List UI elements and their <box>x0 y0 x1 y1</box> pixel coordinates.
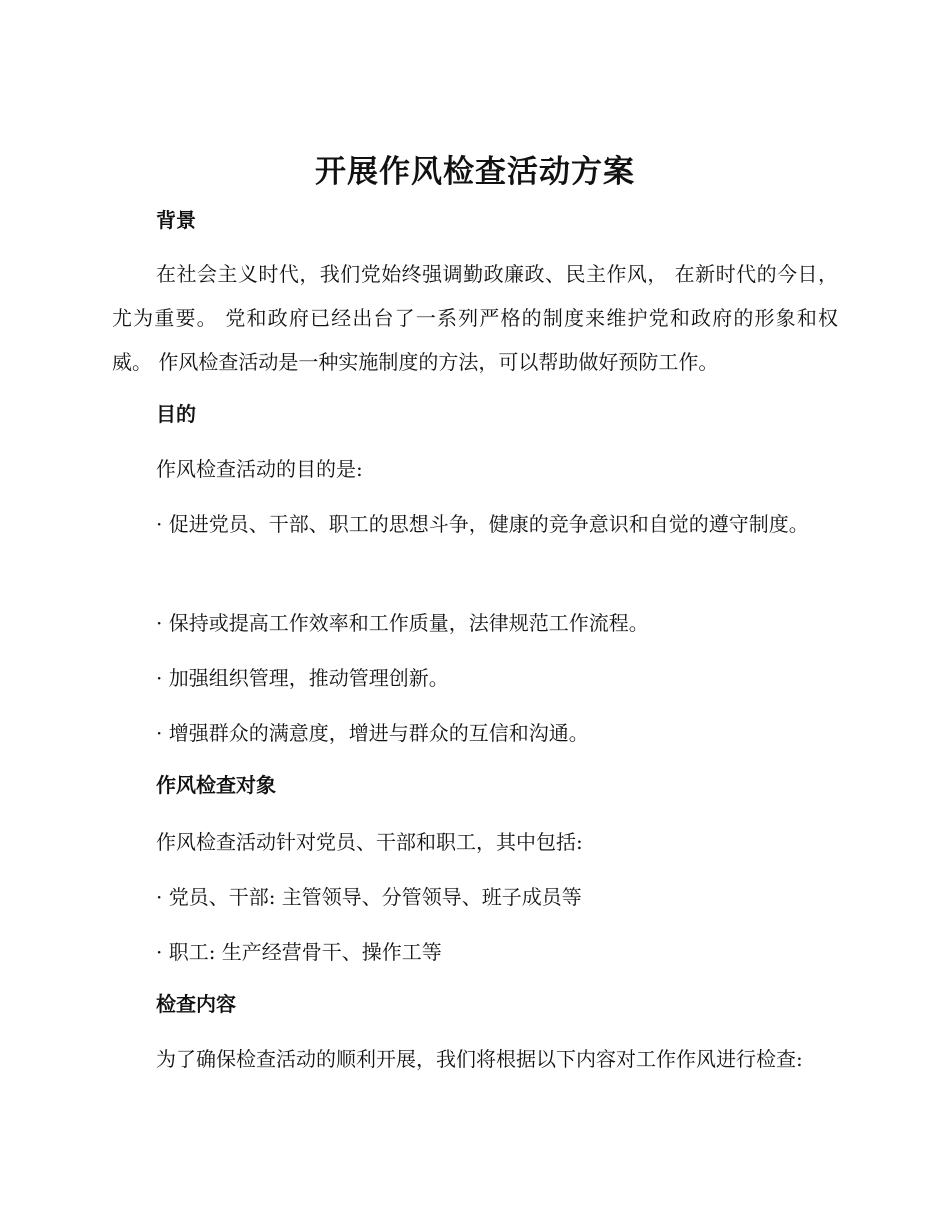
purpose-item-4: · 增强群众的满意度，增进与群众的互信和沟通。 <box>156 721 589 745</box>
content-paragraph: 为了确保检查活动的顺利开展，我们将根据以下内容对工作作风进行检查: <box>156 1047 803 1071</box>
section-heading-purpose: 目的 <box>156 402 196 426</box>
purpose-item-2: · 保持或提高工作效率和工作质量，法律规范工作流程。 <box>156 611 649 635</box>
targets-item-1: · 党员、干部: 主管领导、分管领导、班子成员等 <box>156 885 582 909</box>
purpose-item-3: · 加强组织管理，推动管理创新。 <box>156 666 449 690</box>
section-heading-background: 背景 <box>156 208 196 232</box>
background-paragraph: 在社会主义时代，我们党始终强调勤政廉政、民主作风， 在新时代的今日，尤为重要。 党和政府已经出台了一系列严格的制度来维护党和政府的形象和权威。 作风检查活动是一种实施制度的方法，可以帮助做好预防工作。 <box>112 262 838 374</box>
section-heading-content: 检查内容 <box>156 992 236 1016</box>
purpose-item-1: · 促进党员、干部、职工的思想斗争，健康的竞争意识和自觉的遵守制度。 <box>156 512 809 536</box>
document-title: 开展作风检查活动方案 <box>315 154 635 190</box>
purpose-intro: 作风检查活动的目的是: <box>156 457 363 481</box>
section-heading-targets: 作风检查对象 <box>156 773 276 797</box>
targets-item-2: · 职工: 生产经营骨干、操作工等 <box>156 940 442 964</box>
targets-intro: 作风检查活动针对党员、干部和职工，其中包括: <box>156 830 583 854</box>
